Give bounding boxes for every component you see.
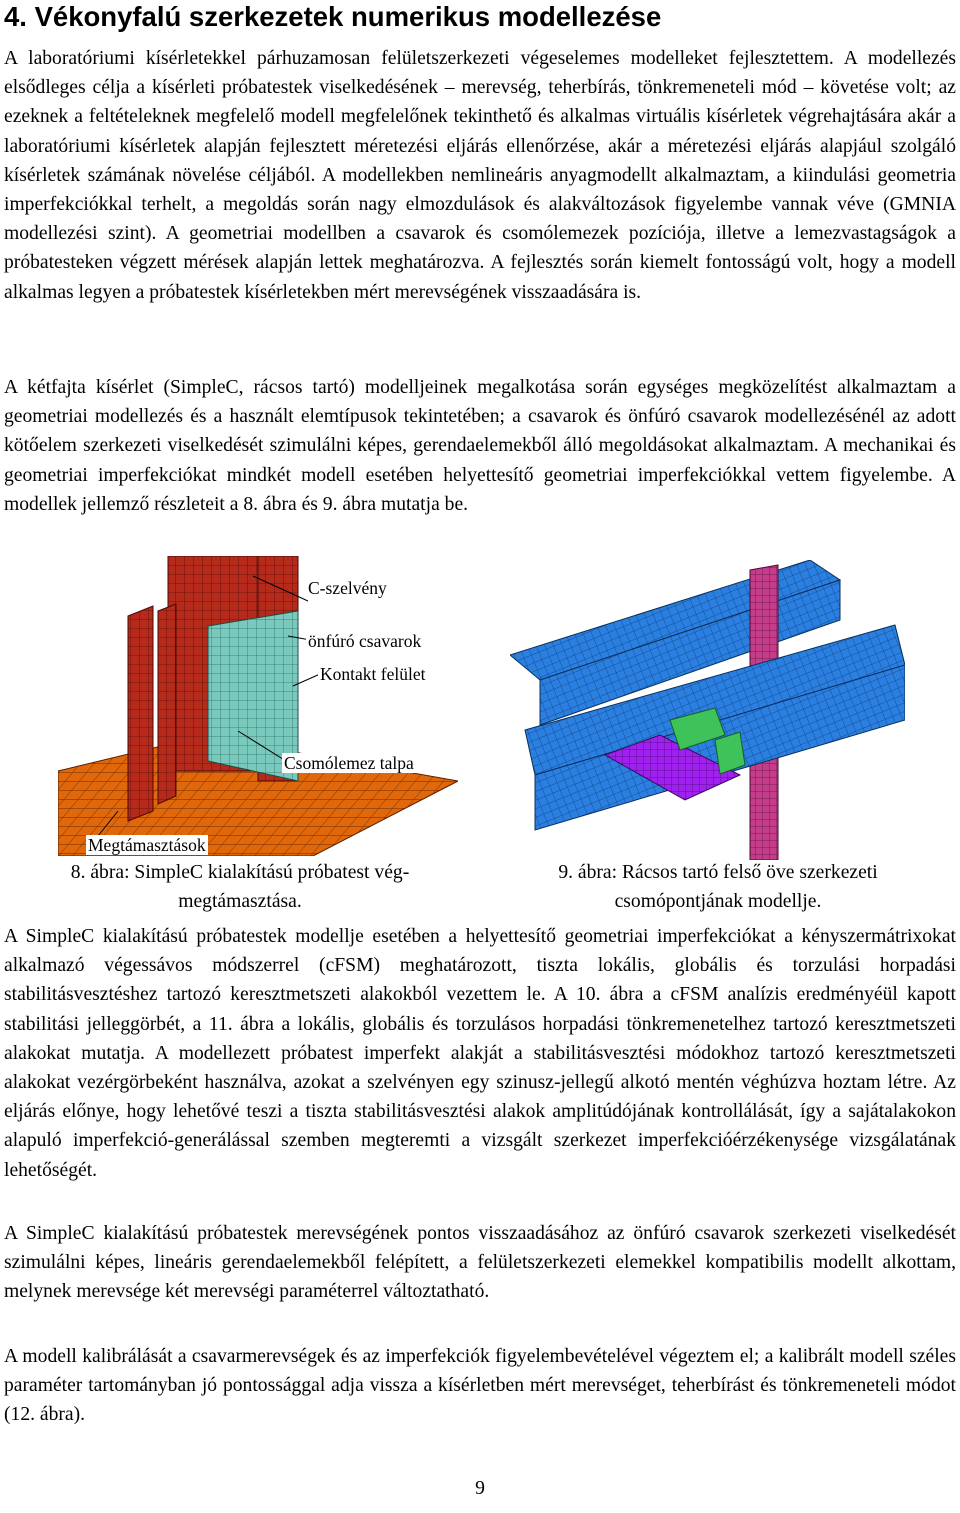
label-supports: Megtámasztások: [88, 835, 206, 855]
figure-8-caption-line-2: megtámasztása.: [178, 891, 302, 912]
figure-9-image: [510, 560, 905, 860]
label-contact-surface: Kontakt felület: [320, 664, 426, 684]
paragraph-3: A SimpleC kialakítású próbatestek modellje esetében a helyettesítő geometriai imperfekciókat a kényszermátrixokat alkalmazó végessávos módszerrel (cFSM) meghatározott, tiszta lokális, globális és torzulási horpadási stabilitásvesztéshez tartozó keresztmetszeti alakokból vezettem le. A 10. ábra a cFSM analízis eredményéül kapott stabilitási jelleggörbét, a 11. ábra a lokális, globális és torzulásos horpadási tönkremenetelhez tartozó keresztmetszeti alakokat mutatja. A modellezett próbatest imperfekt alakját a stabilitásvesztési módokhoz tartozó keresztmetszeti alakokat vezérgörbeként használva, azokat a szelvényen egy szinusz-jellegű alkotó mentén véghúzva hoztam létre. Az eljárás előnye, hogy lehetővé teszi a tiszta stabilitásvesztési alakok amplitúdójának kontrollálását, így a sajátalakokon alapuló imperfekció-generálással szemben megteremti a vizsgált szerkezet imperfekcióérzékenysége vizsgálatának lehetőségét.: [4, 926, 956, 1181]
paragraph-1: A laboratóriumi kísérletekkel párhuzamosan felületszerkezeti végeselemes modelleket fejlesztettem. A modellezés elsődleges célja a kísérleti próbatestek viselkedésének – merevség, teherbírás, tönkremeneteli mód – követése volt; az ezeknek a feltételeknek megfelelő modell megfelelőnek tekinthető és alkalmas virtuális kísérletek végrehajtására akár a laboratóriumi kísérletek alapján fejlesztett méretezési eljárás ellenőrzése, akár a méretezési eljárás alapjául szolgáló kísérletek számának növelése céljából. A modellekben nemlineáris anyagmodellt alkalmaztam, a kiindulási geometria imperfekciókkal terhelt, a megoldás során nagy elmozdulások és alakváltozások figyelembe vannak véve (GMNIA modellezési szint). A geometriai modellben a csavarok és csomólemezek pozíciója, illetve a lemezvastagságok a próbatesteken végzett mérések alapján lettek meghatározva. A fejlesztés során kiemelt fontosságú volt, hogy a modell alkalmas legyen a próbatestek kísérletekben mért merevségének visszaadására is.: [4, 48, 956, 303]
label-gusset-base: Csomólemez talpa: [284, 753, 414, 773]
page-number: 9: [475, 1478, 485, 1499]
label-c-section: C-szelvény: [308, 578, 387, 598]
figure-8-caption-line-1: 8. ábra: SimpleC kialakítású próbatest vég-: [70, 862, 410, 883]
section-heading: 4. Vékonyfalú szerkezetek numerikus modellezése: [4, 1, 662, 32]
figure-9-caption: [488, 858, 948, 916]
label-screws: önfúró csavarok: [308, 631, 422, 651]
paragraph-4: A SimpleC kialakítású próbatestek merevségének pontos visszaadásához az önfúró csavarok szerkezeti viselkedését szimulálni képes, lineáris gerendaelemekből felépített, a felületszerkezeti elemekkel kompatibilis modellt alkottam, melynek merevsége két merevségi paraméterrel változtatható.: [4, 1223, 956, 1303]
paragraph-2: A kétfajta kísérlet (SimpleC, rácsos tartó) modelljeinek megalkotása során egységes megközelítést alkalmaztam a geometriai modellezés és a használt elemtípusok tekintetében; a csavarok és önfúró csavarok modellezésénél az adott kötőelem szerkezeti viselkedését szimulálni képes, gerendaelemekből álló megoldásokat alkalmaztam. A mechanikai és geometriai imperfekciókat mindkét modell esetében helyettesítő geometriai imperfekciókkal vettem figyelembe. A modellek jellemző részleteit a 8. ábra és 9. ábra mutatja be.: [4, 377, 956, 515]
figure-9-caption-line-1: 9. ábra: Rácsos tartó felső öve szerkezeti: [558, 862, 878, 883]
figure-8-mesh-drawing: [58, 556, 458, 856]
figure-8-caption: [12, 858, 468, 916]
figure-8-image: [58, 556, 458, 856]
paragraph-5: A modell kalibrálását a csavarmerevségek és az imperfekciók figyelembevételével végeztem el; a kalibrált modell széles paraméter tartományban jó pontossággal adja vissza a kísérletben mért merevséget, teherbírást és tönkremeneteli módot (12. ábra).: [4, 1346, 956, 1426]
figure-9-caption-line-2: csomópontjának modellje.: [614, 891, 822, 912]
figure-9-mesh-drawing: [510, 560, 905, 860]
